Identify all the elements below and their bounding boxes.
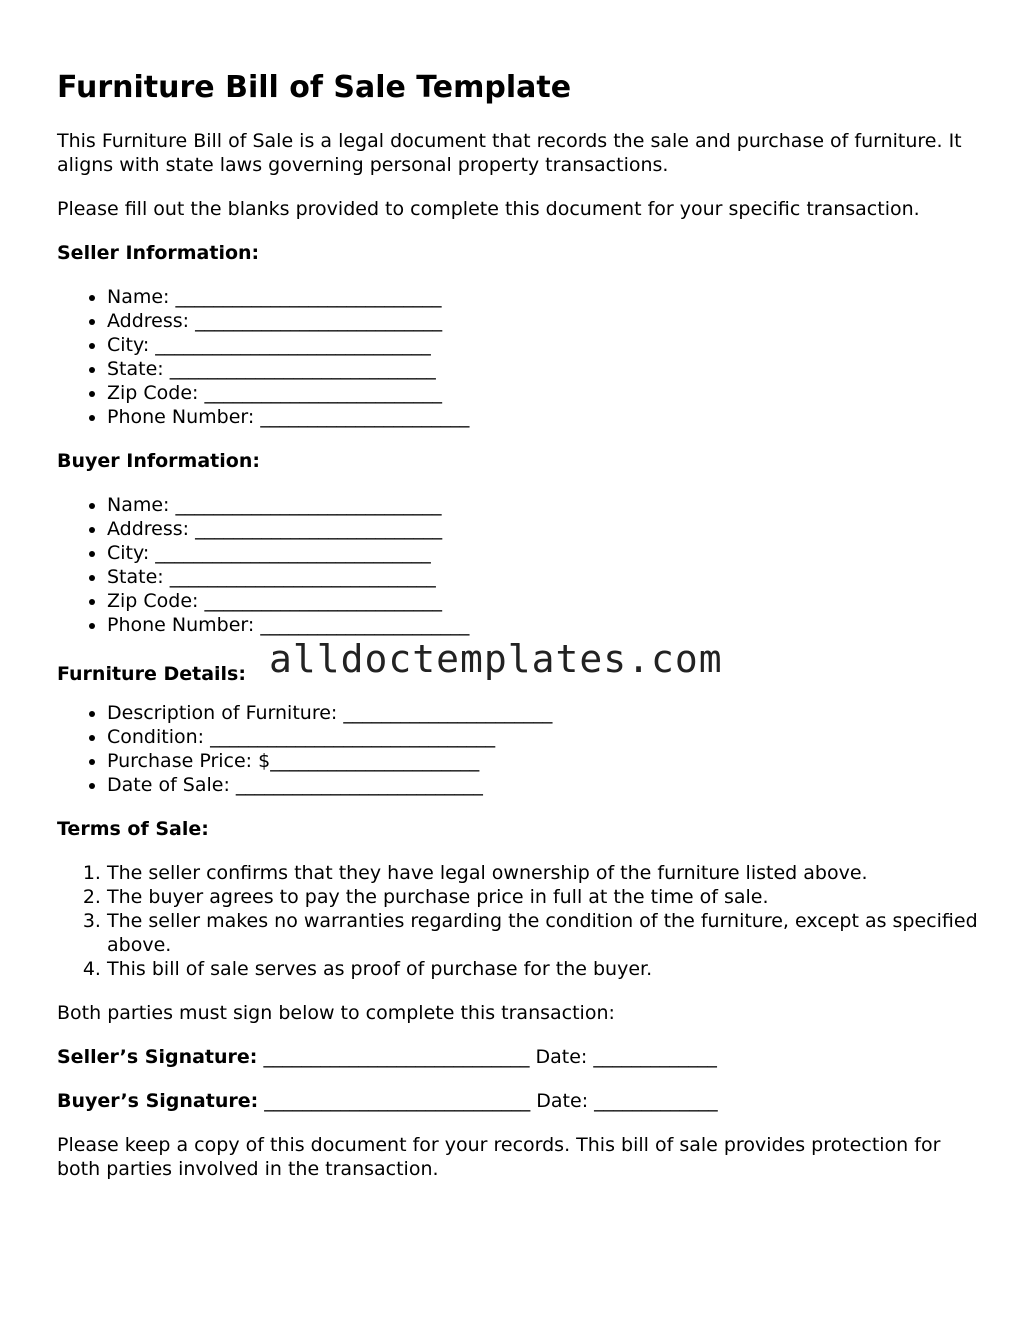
seller-zip-field: • Zip Code: _________________________: [107, 381, 987, 405]
furniture-fields-list: [57, 701, 987, 797]
document-page: [57, 68, 987, 1201]
buyer-state-field: • State: ____________________________: [107, 565, 987, 589]
buyer-address-field: • Address: __________________________: [107, 517, 987, 541]
furniture-heading: Furniture Details:: [57, 663, 246, 685]
terms-item: 1. The seller confirms that they have legal ownership of the furniture listed above.: [107, 861, 987, 885]
furniture-condition-field: • Condition: ______________________________: [107, 725, 987, 749]
seller-signature-label: Seller’s Signature:: [57, 1046, 258, 1068]
document-title: Furniture Bill of Sale Template: [57, 70, 572, 105]
furniture-heading-row: [57, 637, 987, 685]
furniture-description-field: • Description of Furniture: ______________________: [107, 701, 987, 725]
furniture-price-field: • Purchase Price: $______________________: [107, 749, 987, 773]
buyer-signature-line: [57, 1089, 987, 1113]
seller-heading: Seller Information:: [57, 242, 260, 264]
buyer-signature-blanks: ____________________________ Date: _____________: [258, 1090, 718, 1112]
closing-paragraph: Please keep a copy of this document for your records. This bill of sale provides protection for both parties involved in the transaction.: [57, 1134, 941, 1180]
sign-prompt: Both parties must sign below to complete this transaction:: [57, 1002, 615, 1024]
terms-item: 4. This bill of sale serves as proof of purchase for the buyer.: [107, 957, 987, 981]
terms-item: 3. The seller makes no warranties regarding the condition of the furniture, except as specified above.: [107, 909, 987, 957]
buyer-phone-field: • Phone Number: ______________________: [107, 613, 987, 637]
seller-name-field: • Name: ____________________________: [107, 285, 987, 309]
seller-state-field: • State: ____________________________: [107, 357, 987, 381]
watermark: alldoctemplates.com: [269, 637, 723, 681]
terms-list: [57, 861, 987, 981]
buyer-fields-list: [57, 493, 987, 637]
seller-signature-line: [57, 1045, 987, 1069]
buyer-heading: Buyer Information:: [57, 450, 260, 472]
buyer-signature-label: Buyer’s Signature:: [57, 1090, 259, 1112]
seller-fields-list: [57, 285, 987, 429]
buyer-zip-field: • Zip Code: _________________________: [107, 589, 987, 613]
instructions-paragraph: Please fill out the blanks provided to complete this document for your specific transaction.: [57, 198, 920, 220]
intro-paragraph: This Furniture Bill of Sale is a legal document that records the sale and purchase of furniture. It aligns with state laws governing personal property transactions.: [57, 130, 962, 176]
seller-city-field: • City: _____________________________: [107, 333, 987, 357]
seller-phone-field: • Phone Number: ______________________: [107, 405, 987, 429]
furniture-date-field: • Date of Sale: __________________________: [107, 773, 987, 797]
buyer-name-field: • Name: ____________________________: [107, 493, 987, 517]
seller-address-field: • Address: __________________________: [107, 309, 987, 333]
buyer-city-field: • City: _____________________________: [107, 541, 987, 565]
terms-item: 2. The buyer agrees to pay the purchase price in full at the time of sale.: [107, 885, 987, 909]
seller-signature-blanks: ____________________________ Date: _____________: [257, 1046, 717, 1068]
terms-heading: Terms of Sale:: [57, 818, 209, 840]
